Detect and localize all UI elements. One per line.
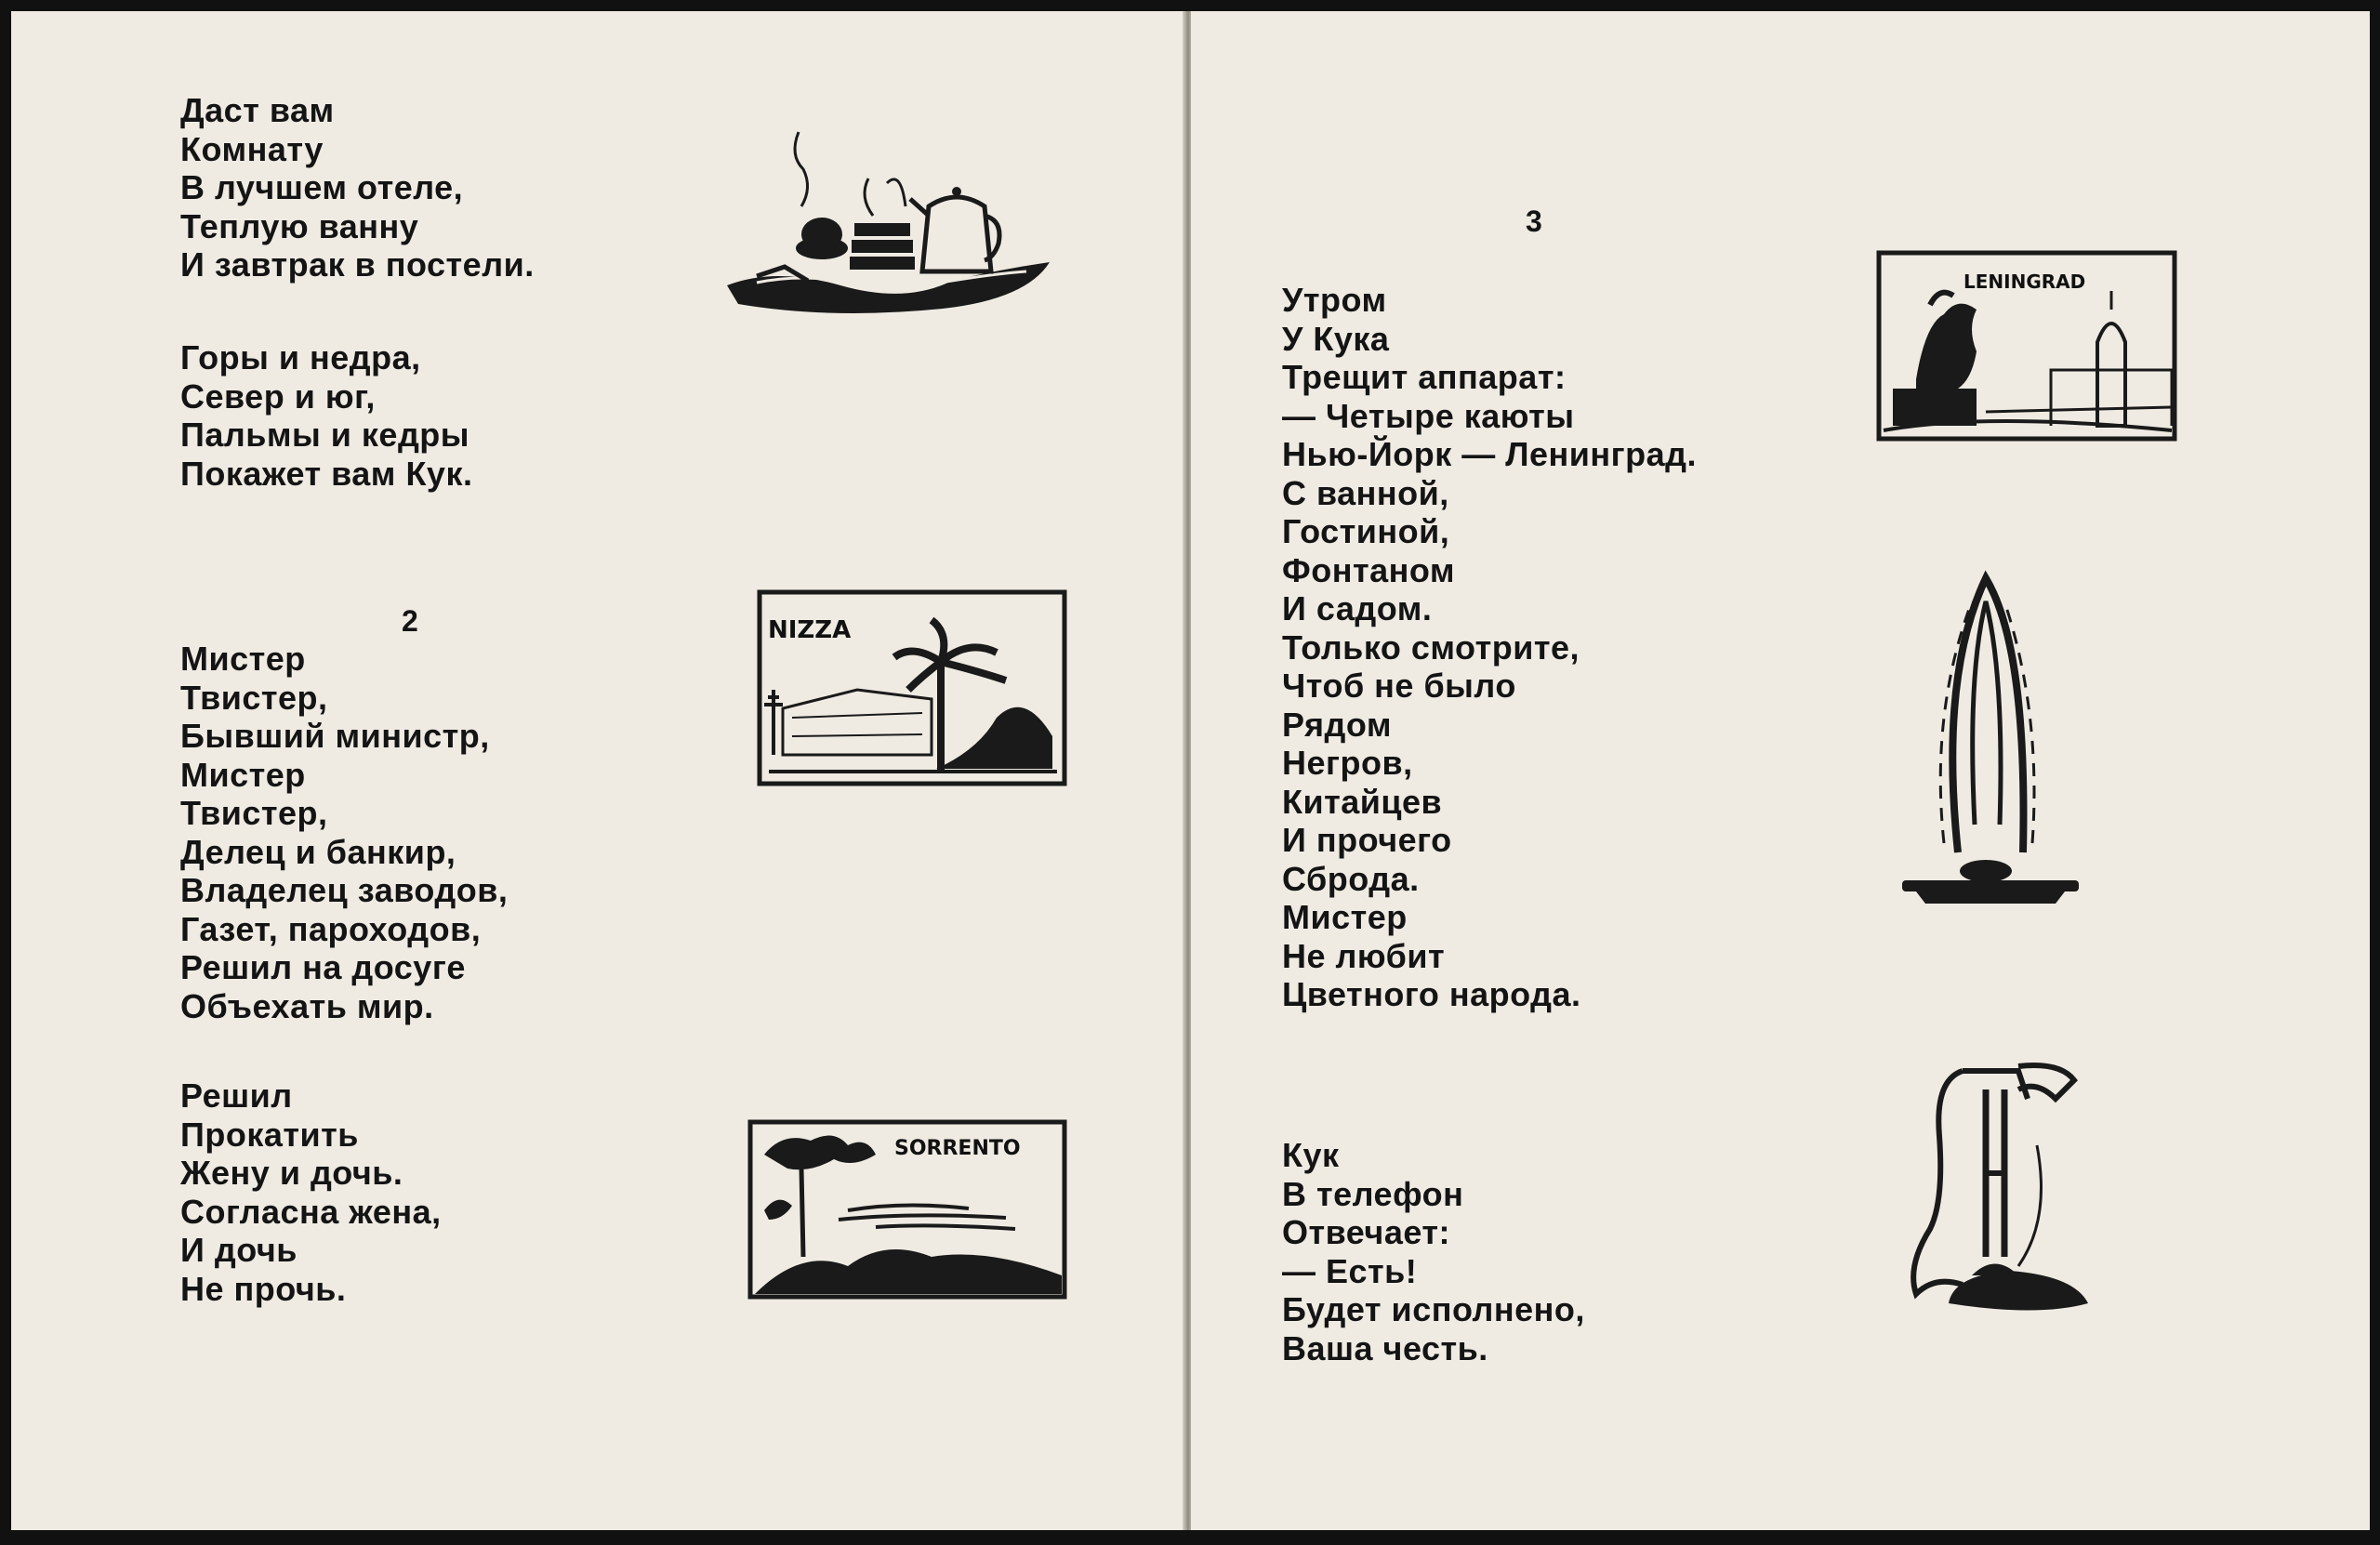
verse-line: И садом. xyxy=(1282,589,1433,627)
verse-line: Фонтаном xyxy=(1282,550,1456,589)
sorrento-caption: SORRENTO xyxy=(894,1137,1021,1160)
left-page xyxy=(11,11,1187,1530)
verse-line: В лучшем отеле, xyxy=(180,168,464,206)
verse-line: Сброда. xyxy=(1282,859,1420,898)
section-number-2: 2 xyxy=(402,604,418,638)
leningrad-caption: LENINGRAD xyxy=(1964,271,2086,293)
verse-line: Покажет вам Кук. xyxy=(180,454,473,493)
right-page xyxy=(1191,11,2370,1530)
verse-line: У Кука xyxy=(1282,319,1390,358)
verse-line: Ваша честь. xyxy=(1282,1328,1488,1367)
verse-line: Комнату xyxy=(180,129,324,168)
verse-line: Делец и банкир, xyxy=(180,832,456,871)
verse-line: Чтоб не было xyxy=(1282,667,1516,705)
verse-line: Будет исполнено, xyxy=(1282,1290,1585,1328)
verse-line: И прочего xyxy=(1282,821,1452,859)
verse-line: Владелец заводов, xyxy=(180,871,509,909)
verse-line: Пальмы и кедры xyxy=(180,416,470,454)
nizza-postcard xyxy=(755,588,1071,792)
right-stanza-1 xyxy=(1282,281,1697,1014)
verse-line: В телефон xyxy=(1282,1174,1464,1213)
verse-line: Прокатить xyxy=(180,1115,359,1154)
verse-line: Газет, пароходов, xyxy=(180,909,482,948)
verse-line: Мистер xyxy=(180,640,306,678)
verse-line: Объехать мир. xyxy=(180,986,434,1025)
verse-line: Нью-Йорк — Ленинград. xyxy=(1282,435,1697,473)
fountain-icon xyxy=(1893,546,2088,918)
verse-line: Север и юг, xyxy=(180,376,376,416)
verse-line: Негров, xyxy=(1282,744,1413,782)
right-stanza-2 xyxy=(1282,1136,1585,1367)
verse-line: Кук xyxy=(1282,1136,1340,1174)
verse-line: С ванной, xyxy=(1282,473,1449,512)
section-number-3: 3 xyxy=(1526,205,1542,238)
verse-line: Решил на досуге xyxy=(180,948,466,986)
leningrad-postcard xyxy=(1874,240,2181,444)
verse-line: Не любит xyxy=(1282,936,1446,975)
verse-line: И завтрак в постели. xyxy=(180,245,535,284)
left-stanza-3 xyxy=(180,640,508,1025)
verse-line: Твистер, xyxy=(180,678,328,717)
nizza-caption: NIZZA xyxy=(768,616,852,644)
breakfast-tray-icon xyxy=(720,113,1054,327)
verse-line: Не прочь. xyxy=(180,1269,347,1308)
telephone-icon xyxy=(1897,1052,2121,1331)
left-stanza-4 xyxy=(180,1076,442,1308)
verse-line: Бывший министр, xyxy=(180,717,490,755)
verse-line: Утром xyxy=(1282,281,1387,319)
verse-line: Жену и дочь. xyxy=(180,1154,403,1192)
verse-line: Даст вам xyxy=(180,91,335,129)
verse-line: — Четыре каюты xyxy=(1282,396,1575,435)
verse-line: Трещит аппарат: xyxy=(1282,358,1567,396)
verse-line: Согласна жена, xyxy=(180,1192,442,1231)
verse-line: Твистер, xyxy=(180,794,328,832)
verse-line: Китайцев xyxy=(1282,782,1443,821)
verse-line: Гостиной, xyxy=(1282,512,1450,550)
verse-line: Мистер xyxy=(180,755,306,794)
verse-line: Теплую ванну xyxy=(180,206,419,245)
verse-line: Горы и недра, xyxy=(180,338,421,376)
left-stanza-1 xyxy=(180,91,535,284)
verse-line: — Есть! xyxy=(1282,1251,1418,1290)
verse-line: Отвечает: xyxy=(1282,1213,1451,1251)
verse-line: И дочь xyxy=(180,1231,298,1269)
verse-line: Рядом xyxy=(1282,705,1393,744)
verse-line: Мистер xyxy=(1282,898,1408,936)
sorrento-postcard xyxy=(746,1117,1071,1303)
verse-line: Только смотрите, xyxy=(1282,627,1580,667)
verse-line: Решил xyxy=(180,1076,293,1115)
left-stanza-2 xyxy=(180,338,472,493)
verse-line: Цветного народа. xyxy=(1282,975,1581,1013)
